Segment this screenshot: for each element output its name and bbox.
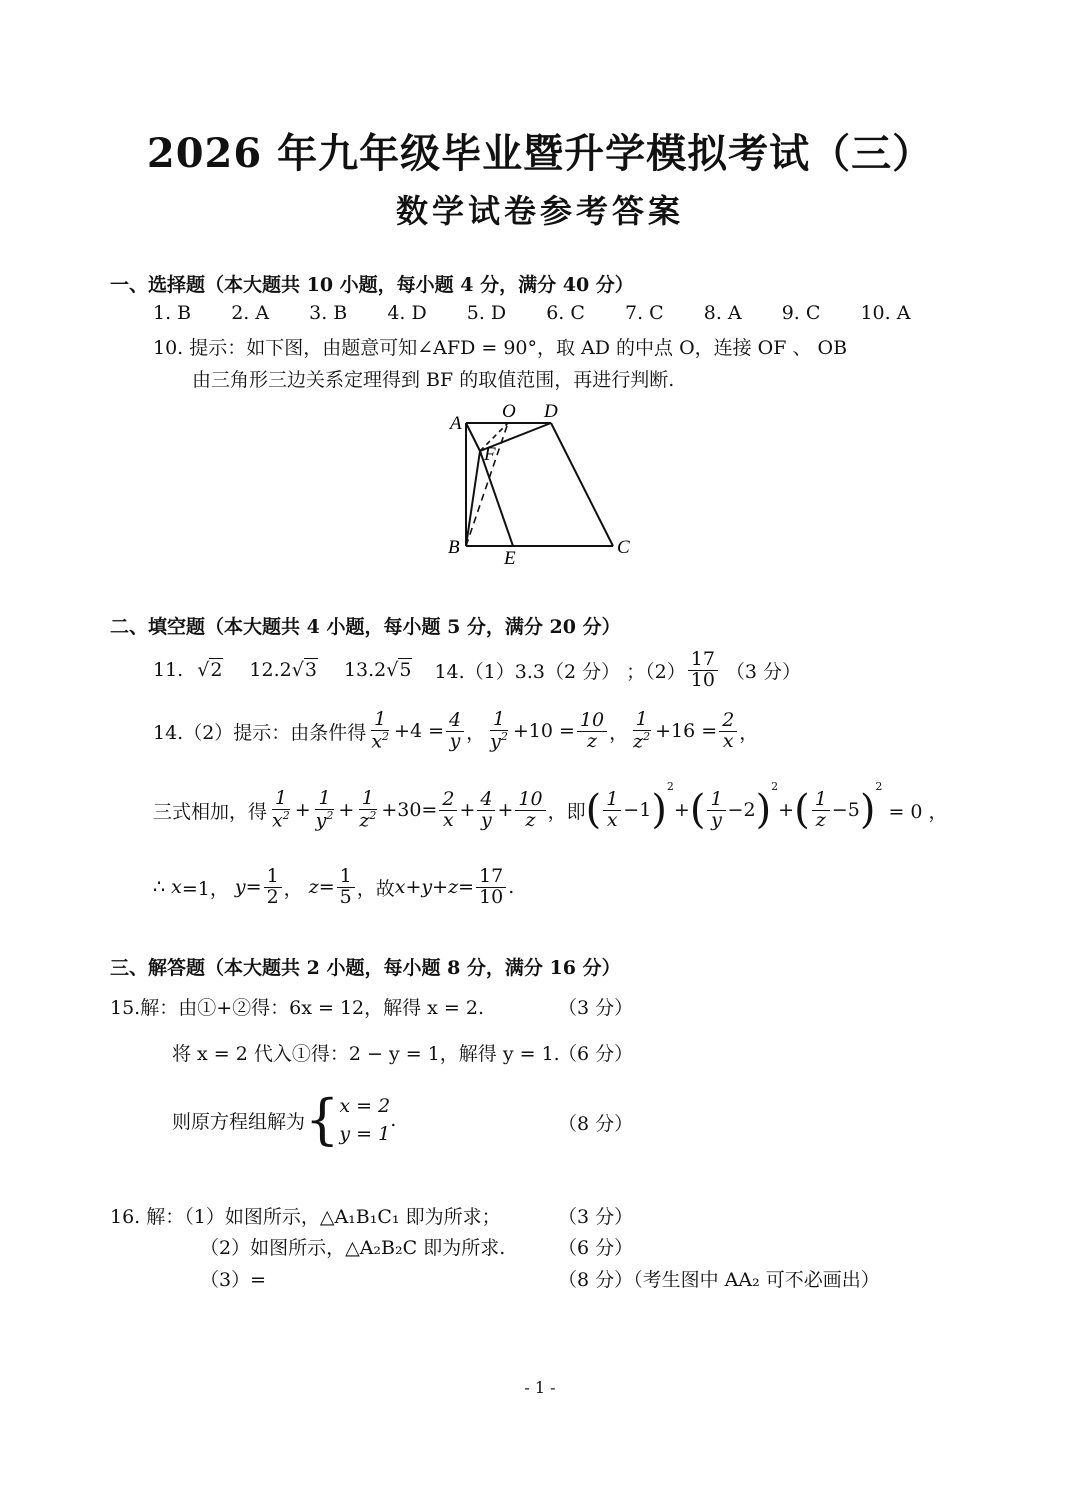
q15-line1: 15.解：由①+②得：6x = 12，解得 x = 2.	[110, 997, 484, 1019]
q15-points2: （6 分）	[558, 1043, 634, 1065]
answer-7: 7. C	[624, 302, 664, 324]
q14-fraction: $\frac{17}{10}$	[688, 650, 718, 691]
q15-points1: （3 分）	[558, 997, 634, 1019]
gu-text: 故	[375, 877, 395, 900]
q13-label: 13.	[343, 659, 375, 681]
page-number: - 1 -	[524, 1378, 556, 1397]
q14-label: 14.（1）3.3（2 分） ；（2）	[434, 660, 686, 683]
answer-9: 9. C	[781, 302, 821, 324]
q16-line3: （3）=	[200, 1269, 267, 1291]
q14-points: （3 分）	[725, 660, 802, 683]
answer-5: 5. D	[466, 302, 507, 324]
q16-line1: 16. 解：（1）如图所示，△A₁B₁C₁ 即为所求；	[110, 1206, 501, 1228]
label-F: F	[484, 444, 496, 465]
q16-line2: （2）如图所示，△A₂B₂C 即为所求.	[200, 1237, 506, 1259]
label-D: D	[544, 401, 558, 422]
fill-answers: 11. √2 12. 2 √3 13. 2 √5 14.（1）3.3（2 分） ；（2） $\frac{17}{10}$ （3 分）	[153, 647, 802, 691]
q13-coef: 2	[374, 659, 387, 681]
label-A: A	[450, 413, 462, 434]
q16-points3: （8 分）（考生图中 AA₂ 可不必画出）	[558, 1269, 880, 1291]
hint-10-line2: 由三角形三边关系定理得到 BF 的取值范围，再进行判断.	[192, 369, 675, 391]
label-B: B	[448, 537, 460, 558]
q12-label: 12.	[249, 659, 280, 681]
q16-points1: （3 分）	[558, 1206, 634, 1228]
q13-radicand: 5	[399, 659, 412, 681]
hint-10-line1: 10. 提示：如下图，由题意可知∠AFD = 90°，取 AD 的中点 O，连接 OF 、 OB	[153, 337, 848, 359]
section-2-heading: 二、填空题（本大题共 4 小题，每小题 5 分，满分 20 分）	[110, 616, 621, 638]
answer-6: 6. C	[546, 302, 585, 324]
q15-solution-label: 则原方程组解为	[172, 1110, 306, 1133]
therefore-line: ∴ x =1， y = $\frac{1}{2}$ ， z = $\frac{1}{5}$ ， 故 x + y + z = $\frac{17}{10}$ .	[153, 864, 515, 908]
answer-10: 10. A	[860, 302, 911, 324]
page-subtitle: 数学试卷参考答案	[395, 192, 684, 230]
therefore-symbol: ∴	[153, 876, 166, 898]
hint-14-prefix: 14.（2）提示：由条件得	[153, 721, 367, 744]
q12-radicand: 3	[304, 659, 317, 681]
label-O: O	[502, 401, 516, 422]
q11-radicand: 2	[210, 659, 223, 681]
answer-8: 8. A	[703, 302, 742, 324]
q16-points2: （6 分）	[558, 1237, 634, 1259]
section-3-heading: 三、解答题（本大题共 2 小题，每小题 8 分，满分 16 分）	[110, 957, 621, 979]
label-E: E	[504, 548, 516, 569]
q15-system-eq2: y = 1	[339, 1123, 391, 1145]
sum-prefix: 三式相加，得	[153, 800, 268, 823]
q11-label: 11.	[153, 659, 184, 681]
q12-coef: 2	[279, 659, 292, 681]
section-1-heading: 一、选择题（本大题共 10 小题，每小题 4 分，满分 40 分）	[110, 274, 634, 296]
answer-2: 2. A	[231, 302, 270, 324]
q15-line3: 则原方程组解为 { x = 2 y = 1 .	[172, 1088, 397, 1151]
choice-answers	[153, 302, 944, 324]
sum-line: 三式相加，得 $\frac{1}{x^2}$ + $\frac{1}{y^2}$ + $\frac{1}{z^2}$ +30= $\frac{2}{x}$ + $\frac{4}{y}$ + $\frac{10}{z}$ ，即 ( $\frac{1}{x}$ −1 ) $^2$ + ( $\frac{1}{y}$ −2 ) $^2$ + ( $\frac{1}{z}$ −5 ) $^2$ = 0 ，	[153, 780, 948, 833]
q15-line2: 将 x = 2 代入①得：2 − y = 1，解得 y = 1.	[172, 1043, 560, 1065]
answer-1: 1. B	[153, 302, 192, 324]
answer-4: 4. D	[387, 302, 427, 324]
answer-3: 3. B	[309, 302, 348, 324]
hint-14-line: 14.（2）提示：由条件得 $\frac{1}{x^2}$ +4 = $\frac{4}{y}$ ， $\frac{1}{y^2}$ +10 = $\frac{10}{z}$ ， $\frac{1}{z^2}$ +16 = $\frac{2}{x}$ ，	[153, 707, 759, 753]
page-title: 2026 年九年级毕业暨升学模拟考试（三）	[146, 130, 934, 177]
geometry-figure	[440, 398, 640, 570]
q15-points3: （8 分）	[558, 1113, 634, 1135]
q15-system-eq1: x = 2	[339, 1094, 391, 1117]
label-C: C	[617, 537, 630, 558]
